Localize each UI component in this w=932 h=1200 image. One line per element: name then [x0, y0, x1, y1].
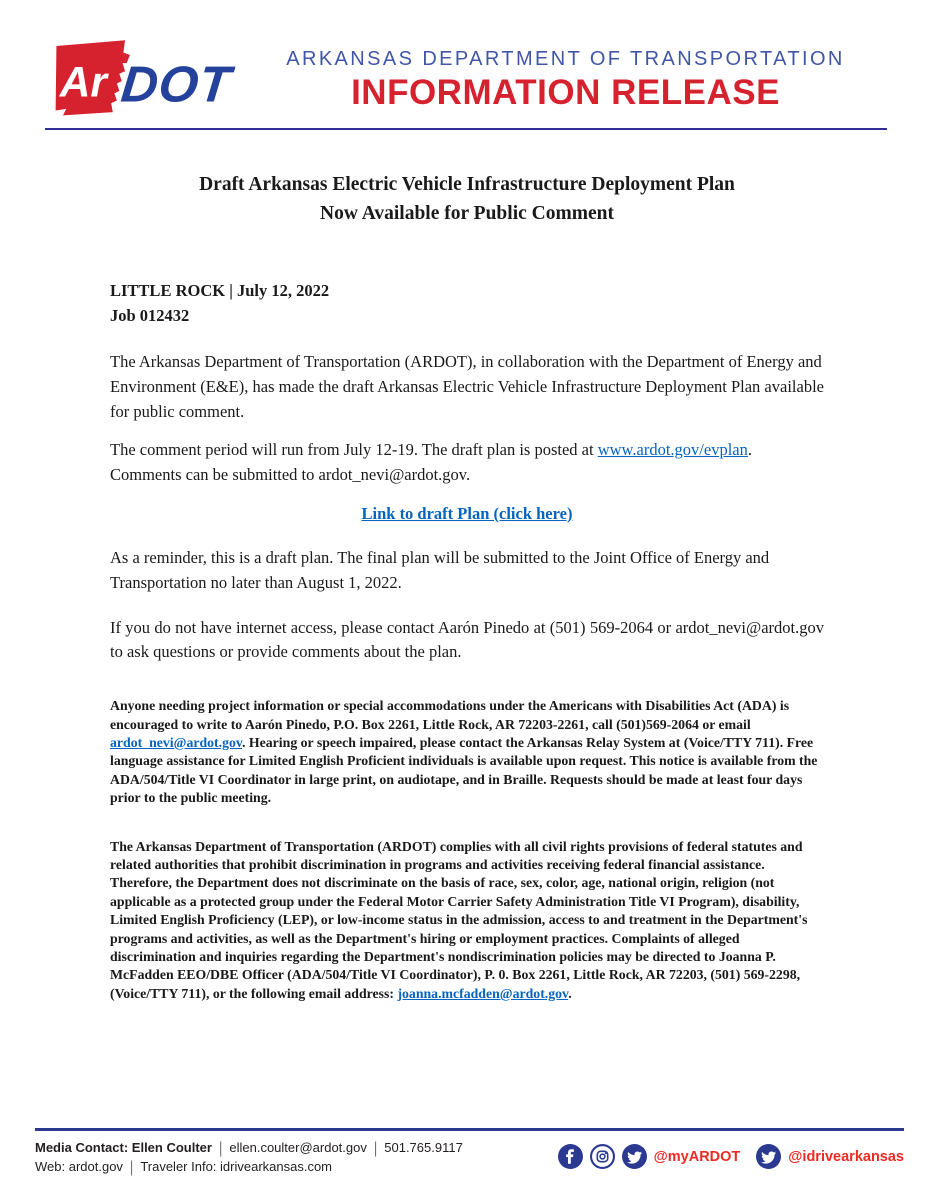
- ada-email-link[interactable]: ardot_nevi@ardot.gov: [110, 734, 243, 750]
- logo-dot-text: DOT: [118, 55, 234, 113]
- facebook-icon[interactable]: [558, 1144, 583, 1169]
- media-contact-line: [35, 1138, 463, 1157]
- ardot-logo: [45, 36, 241, 118]
- dateline-location-date: LITTLE ROCK | July 12, 2022: [110, 281, 330, 300]
- document-title: [110, 170, 824, 228]
- separator: |: [129, 1157, 134, 1176]
- web-label: Web: ardot.gov: [35, 1159, 123, 1174]
- evplan-link[interactable]: www.ardot.gov/evplan: [597, 440, 748, 460]
- header-titles: [241, 36, 890, 113]
- draft-plan-link-row: [110, 504, 824, 524]
- nondiscrimination-notice-pre: The Arkansas Department of Transportation (ARDOT) complies with all civil rights provisions of federal statutes and related authorities that prohibit discrimination in programs and activities receiving federal financial assistance. Therefore, the Department does not discriminate on the basis of race, sex, color, age, national origin, religion (not applicable as a protected group under the Federal Motor Carrier Safety Administration Title VI Program), disability, Limited English Proficiency (LEP), or low-income status in the admission, access to and treatment in the Department's programs and activities, as well as the Department's hiring or employment practices. Complaints of alleged discrimination and inquiries regarding the Department's nondiscrimination policies may be directed to Joanna P. McFadden EEO/DBE Officer (ADA/504/Title VI Coordinator), P. 0. Box 2261, Little Rock, AR 72203, (501) 569-2298, (Voice/TTY 711), or the following email address:: [110, 838, 808, 1001]
- footer: [35, 1128, 904, 1176]
- paragraph-comment-period-pre: The comment period will run from July 12-19. The draft plan is posted at: [110, 440, 598, 460]
- media-contact-label: Media Contact: Ellen Coulter: [35, 1140, 212, 1155]
- header-divider: [45, 128, 887, 130]
- web-info-line: [35, 1157, 463, 1176]
- document-title-line1: Draft Arkansas Electric Vehicle Infrastructure Deployment Plan: [199, 174, 735, 195]
- footer-body: [35, 1138, 904, 1176]
- paragraph-no-internet: If you do not have internet access, please contact Aarón Pinedo at (501) 569-2064 or ardot_nevi@ardot.gov to ask questions or provide comments about the plan.: [110, 617, 824, 662]
- media-contact-phone: 501.765.9117: [384, 1140, 463, 1155]
- ada-notice-post: . Hearing or speech impaired, please contact the Arkansas Relay System at (Voice/TTY 711). Free language assistance for Limited English Proficient individuals is available upon request. This notice is available from the ADA/504/Title VI Coordinator in large print, on audiotape, and in Braille. Requests should be made at least four days prior to the public meeting.: [110, 734, 818, 806]
- paragraph-comment-period: [110, 438, 824, 488]
- logo-ar-text: Ar: [59, 58, 107, 106]
- document-title-line2: Now Available for Public Comment: [320, 203, 614, 224]
- social-block: [558, 1144, 904, 1169]
- twitter-icon[interactable]: [622, 1144, 647, 1169]
- paragraph-intro: The Arkansas Department of Transportation (ARDOT), in collaboration with the Department of Energy and Environment (E&E), has made the draft Arkansas Electric Vehicle Infrastructure Deployment Plan available for public comment.: [110, 352, 824, 421]
- nondiscrimination-notice: [110, 838, 824, 1004]
- dateline: [110, 278, 824, 328]
- nondiscrimination-notice-post: .: [568, 985, 572, 1001]
- document-body: [0, 170, 932, 1003]
- paragraph-reminder: As a reminder, this is a draft plan. The final plan will be submitted to the Joint Office of Energy and Transportation no later than August 1, 2022.: [110, 547, 770, 592]
- twitter-icon[interactable]: [756, 1144, 781, 1169]
- ada-notice-pre: Anyone needing project information or special accommodations under the Americans with Disabilities Act (ADA) is encouraged to write to Aarón Pinedo, P.O. Box 2261, Little Rock, AR 72203-2261, call (501)569-2064 or email: [110, 698, 790, 732]
- twitter-handle-myardot[interactable]: @myARDOT: [653, 1148, 741, 1165]
- release-type-title: INFORMATION RELEASE: [351, 73, 780, 112]
- ardot-logo-graphic: [45, 36, 241, 118]
- media-contact-email: ellen.coulter@ardot.gov: [229, 1140, 367, 1155]
- dateline-job-number: Job 012432: [110, 306, 190, 325]
- instagram-icon[interactable]: [590, 1144, 615, 1169]
- traveler-info-label: Traveler Info: idrivearkansas.com: [140, 1159, 333, 1174]
- agency-name: ARKANSAS DEPARTMENT OF TRANSPORTATION: [286, 48, 845, 70]
- separator: |: [218, 1138, 223, 1157]
- header: [0, 0, 932, 118]
- paragraph-comment-period-post: . Comments can be submitted to ardot_nevi@ardot.gov.: [110, 440, 752, 485]
- twitter-handle-idrivearkansas[interactable]: @idrivearkansas: [788, 1148, 904, 1165]
- contact-block: [35, 1138, 463, 1176]
- footer-divider: [35, 1128, 904, 1131]
- ada-notice: [110, 697, 824, 807]
- draft-plan-link[interactable]: Link to draft Plan (click here): [361, 503, 573, 523]
- eeo-email-link[interactable]: joanna.mcfadden@ardot.gov: [397, 985, 569, 1001]
- separator: |: [373, 1138, 378, 1157]
